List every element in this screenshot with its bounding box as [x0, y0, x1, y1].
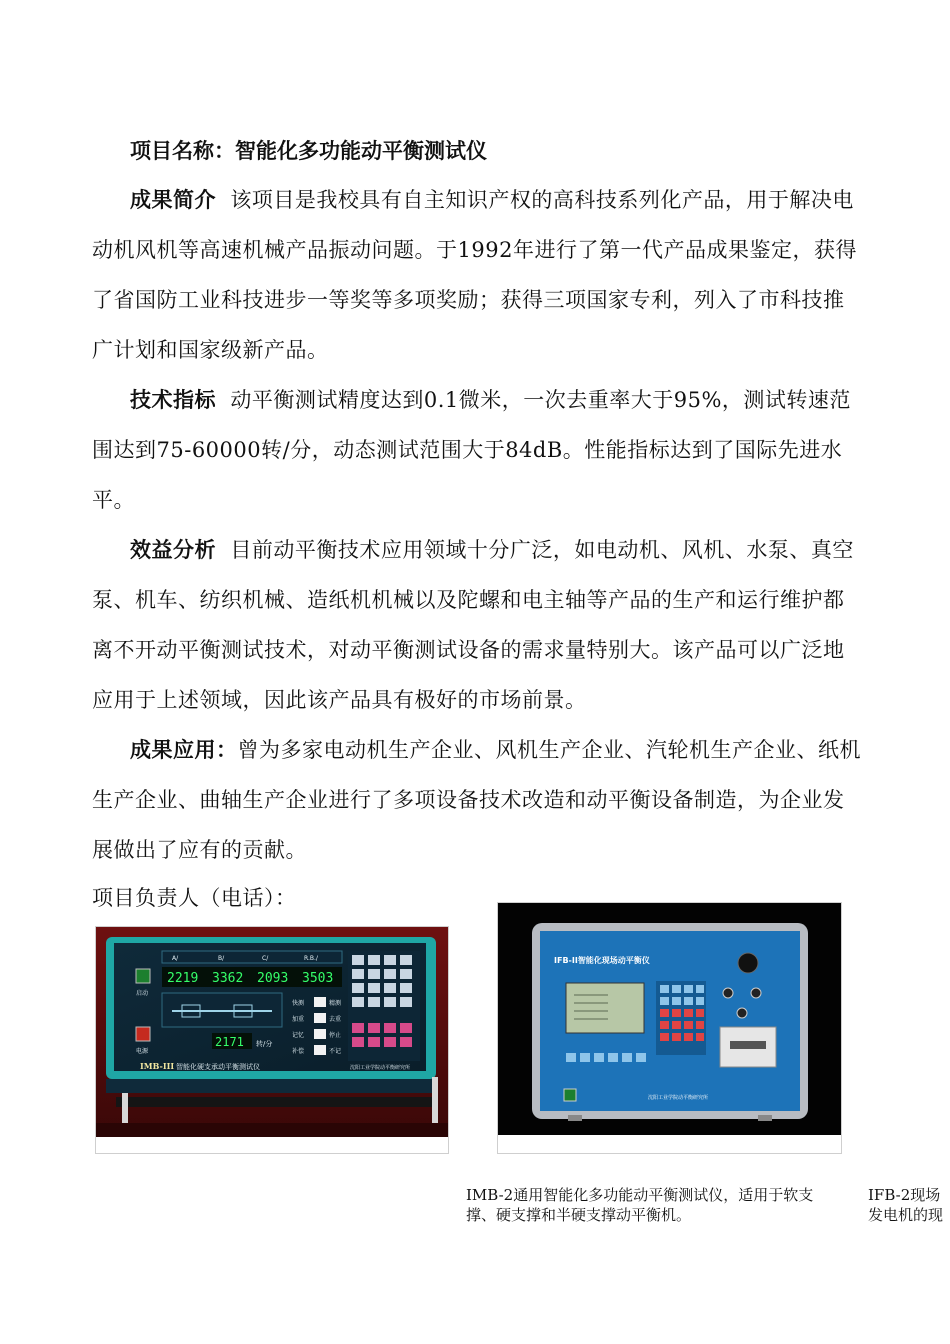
caption-ifb-line1: IFB-2现场	[868, 1186, 941, 1204]
contact-line: 项目负责人（电话）：	[92, 886, 297, 910]
caption-ifb-line2: 发电机的现	[868, 1206, 944, 1224]
device1-side2-label-3: 不记	[329, 1048, 342, 1055]
device1-speed-unit: 转/分	[256, 1040, 273, 1048]
device-photo-ifb	[497, 902, 842, 1154]
device1-maker: 沈阳工业学院动平衡研究所	[350, 1065, 411, 1071]
section-text: 动平衡测试精度达到0.1微米，一次去重率大于95%，测试转速范围达到75-60000转/分，动态测试范围大于84dB。性能指标达到了国际先进水平。	[92, 388, 851, 512]
device1-header-c: C/	[262, 955, 269, 962]
device1-readings-0: 2219	[167, 971, 199, 986]
device2-title: IFB-II智能化现场动平衡仪	[554, 956, 650, 965]
section-text: 该项目是我校具有自主知识产权的高科技系列化产品，用于解决电动机风机等高速机械产品振动问题。于1992年进行了第一代产品成果鉴定，获得了省国防工业科技进步一等奖等多项奖励；获得三项国家专利，列入了市科技推广计划和国家级新产品。	[92, 188, 857, 362]
device1-readings-2: 2093	[257, 971, 289, 986]
device1-side2-label-1: 去重	[329, 1016, 342, 1023]
device1-side2-label-2: 停止	[329, 1032, 342, 1039]
device1-left-label-power: 电源	[136, 1048, 149, 1055]
device1-readings-1: 3362	[212, 971, 244, 986]
section-label: 效益分析	[130, 538, 216, 562]
caption-imb: IMB-2通用智能化多功能动平衡测试仪，适用于软支撑、硬支撑和半硬支撑动平衡机。	[466, 1186, 814, 1224]
device1-name: 智能化硬支承动平衡测试仪	[176, 1063, 260, 1071]
section-intro	[92, 175, 862, 375]
device1-readings-3: 3503	[302, 971, 334, 986]
device1-left-label-start: 启动	[136, 990, 149, 997]
section-benefit	[92, 525, 862, 725]
device1-header-a: A/	[172, 955, 179, 962]
section-application	[92, 725, 862, 875]
device1-model: IMB-III	[140, 1061, 175, 1071]
section-text: 曾为多家电动机生产企业、风机生产企业、汽轮机生产企业、纸机生产企业、曲轴生产企业进行了多项设备技术改造和动平衡设备制造，为企业发展做出了应有的贡献。	[92, 738, 861, 862]
device1-header-rb: R.B./	[304, 955, 318, 962]
device1-side-label-1: 加重	[292, 1016, 305, 1023]
section-specs	[92, 375, 862, 525]
device1-side-label-0: 快测	[292, 1000, 305, 1007]
device1-speed: 2171	[215, 1035, 244, 1049]
section-label: 成果应用：	[130, 738, 238, 762]
device1-side-label-2: 记忆	[292, 1032, 305, 1039]
section-label: 技术指标	[130, 388, 216, 412]
project-title: 项目名称：智能化多功能动平衡测试仪	[130, 139, 487, 163]
section-label: 成果简介	[130, 188, 216, 212]
device1-header-b: B/	[218, 955, 225, 962]
device1-side-label-3: 补偿	[292, 1048, 305, 1055]
caption-ifb	[868, 1185, 950, 1225]
device-photo-imb	[95, 926, 449, 1154]
device1-side2-label-0: 精测	[329, 1000, 342, 1007]
device2-maker: 沈阳工业学院动平衡研究所	[648, 1095, 709, 1101]
section-text: 目前动平衡技术应用领域十分广泛，如电动机、风机、水泵、真空泵、机车、纺织机械、造纸机机械以及陀螺和电主轴等产品的生产和运行维护都离不开动平衡测试技术，对动平衡测试设备的需求量特别大。该产品可以广泛地应用于上述领域，因此该产品具有极好的市场前景。	[92, 538, 854, 712]
